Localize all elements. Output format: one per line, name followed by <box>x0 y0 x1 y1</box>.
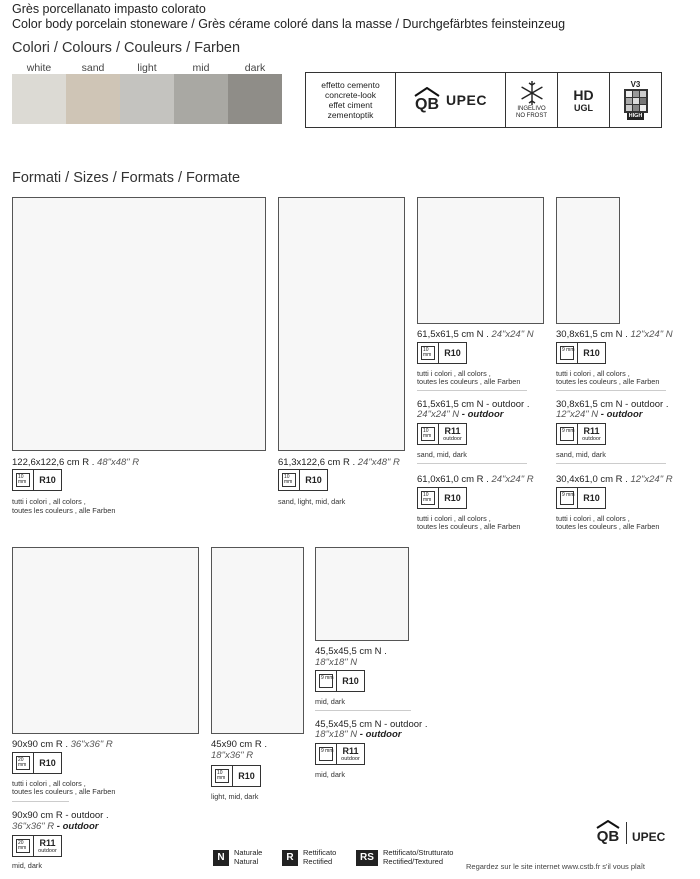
swatch-light: light <box>120 62 174 124</box>
colors-note: tutti i colori , all colors , <box>417 369 491 378</box>
frost-badge: INGELIVO NO FROST <box>506 72 558 128</box>
slip-r10-icon: 9 mm R10 <box>556 487 606 509</box>
divider <box>417 463 527 464</box>
slip-r10-icon: 10 mm R10 <box>417 342 467 364</box>
swatch-white: white <box>12 62 66 124</box>
tile-30x61-n <box>556 197 620 324</box>
certification-bar <box>305 72 662 128</box>
size-label-90-outdoor: 90x90 cm R - outdoor . <box>12 810 109 821</box>
inch-label-615-outdoor: 24"x24" N - outdoor <box>417 409 504 420</box>
colors-note: tutti i colori , all colors , <box>556 369 630 378</box>
tile-61x122 <box>278 197 405 451</box>
tile-90x90 <box>12 547 199 734</box>
slip-r11-outdoor-icon: 10 mm R11 outdoor <box>417 423 467 445</box>
effect-badge: effetto cemento concrete-look effet ciment zementoptik <box>305 72 396 128</box>
qb-house-icon: QB <box>596 820 620 844</box>
colors-note: tutti i colori , all colors , <box>12 497 86 506</box>
divider <box>12 801 69 802</box>
footer-note: Regardez sur le site internet www.cstb.fr s'il vous plaît <box>466 862 646 871</box>
colors-note: toutes les couleurs , alle Farben <box>12 787 116 796</box>
size-label-90: 90x90 cm R . 36"x36" R <box>12 739 113 750</box>
qb-upec-badge: QB UPEC <box>396 72 506 128</box>
size-label-308-outdoor: 30,8x61,5 cm N - outdoor . <box>556 399 669 410</box>
colour-swatches <box>12 62 282 124</box>
slip-r10-icon: 10 mm R10 <box>211 765 261 787</box>
snowflake-icon <box>519 80 545 106</box>
qb-house-icon: QB <box>414 87 440 113</box>
colors-note: sand, mid, dark <box>417 450 467 459</box>
colors-note: toutes les couleurs , alle Farben <box>417 522 521 531</box>
size-label-45-outdoor: 45,5x45,5 cm N - outdoor . <box>315 719 428 730</box>
colors-note: toutes les couleurs , alle Farben <box>556 522 660 531</box>
size-label-304: 30,4x61,0 cm R . 12"x24" R <box>556 474 673 485</box>
slip-r11-outdoor-icon: 20 mm R11 outdoor <box>12 835 62 857</box>
colors-note: toutes les couleurs , alle Farben <box>417 377 521 386</box>
swatch-mid: mid <box>174 62 228 124</box>
size-label-45x90: 45x90 cm R . <box>211 739 267 750</box>
legend-rectified-textured: RS Rettificato/Strutturato Rectified/Textured <box>356 849 453 866</box>
tile-122x122 <box>12 197 266 451</box>
legend-natural: N Naturale Natural <box>213 849 262 866</box>
size-label-615: 61,5x61,5 cm N . 24"x24" N <box>417 329 534 340</box>
colors-note: mid, dark <box>315 697 346 706</box>
slip-r10-icon: 9 mm R10 <box>315 670 365 692</box>
inch-label-308-outdoor: 12"x24" N - outdoor <box>556 409 643 420</box>
size-label-61x122: 61,3x122,6 cm R . 24"x48" R <box>278 457 400 468</box>
inch-label-45: 18"x18" N <box>315 657 358 668</box>
slip-r11-outdoor-icon: 9 mm R11 outdoor <box>315 743 365 765</box>
slip-r10-icon: 9 mm R10 <box>556 342 606 364</box>
size-label-610: 61,0x61,0 cm R . 24"x24" R <box>417 474 534 485</box>
colors-note: sand, light, mid, dark <box>278 497 346 506</box>
header-line-1: Grès porcellanato impasto colorato <box>12 2 206 16</box>
colors-note: tutti i colori , all colors , <box>12 779 86 788</box>
swatch-sand: sand <box>66 62 120 124</box>
footer-qb-upec-logo: QB UPEC <box>596 820 665 844</box>
shade-variation-icon <box>624 89 648 113</box>
legend-rectified: R Rettificato Rectified <box>282 849 336 866</box>
colors-note: toutes les couleurs , alle Farben <box>556 377 660 386</box>
colors-note: tutti i colori , all colors , <box>556 514 630 523</box>
hd-ugl-badge: HD UGL <box>558 72 610 128</box>
colors-note: mid, dark <box>315 770 346 779</box>
slip-r10-icon: 10 mm R10 <box>417 487 467 509</box>
colors-note: toutes les couleurs , alle Farben <box>12 506 116 515</box>
colors-note: tutti i colori , all colors , <box>417 514 491 523</box>
tile-45x45 <box>315 547 409 641</box>
inch-label-45-outdoor: 18"x18" N - outdoor <box>315 729 402 740</box>
colors-note: light, mid, dark <box>211 792 259 801</box>
size-label-122: 122,6x122,6 cm R . 48"x48" R <box>12 457 140 468</box>
header-line-2: Color body porcelain stoneware / Grès cérame coloré dans la masse / Durchgefärbtes feinsteinzeug <box>12 17 566 31</box>
slip-r11-outdoor-icon: 9 mm R11 outdoor <box>556 423 606 445</box>
slip-r10-icon: 10 mm R10 <box>278 469 328 491</box>
tile-61x61-n <box>417 197 544 324</box>
inch-label-90-outdoor: 36"x36" R - outdoor <box>12 821 99 832</box>
swatch-dark: dark <box>228 62 282 124</box>
divider <box>556 463 666 464</box>
divider <box>417 390 527 391</box>
tile-45x90 <box>211 547 304 734</box>
colours-title: Colori / Colours / Couleurs / Farben <box>12 40 241 56</box>
size-label-45: 45,5x45,5 cm N . <box>315 646 387 657</box>
colors-note: mid, dark <box>12 861 43 870</box>
divider <box>315 710 411 711</box>
colors-note: sand, mid, dark <box>556 450 606 459</box>
size-label-615-outdoor: 61,5x61,5 cm N - outdoor . <box>417 399 530 410</box>
formats-title: Formati / Sizes / Formats / Formate <box>12 170 241 186</box>
slip-r10-icon: 10 mm R10 <box>12 469 62 491</box>
inch-label-45x90: 18"x36" R <box>211 750 254 761</box>
divider <box>556 390 666 391</box>
size-label-308: 30,8x61,5 cm N . 12"x24" N <box>556 329 673 340</box>
slip-r10-icon: 20 mm R10 <box>12 752 62 774</box>
v3-shade-badge: V3 HIGH <box>610 72 662 128</box>
